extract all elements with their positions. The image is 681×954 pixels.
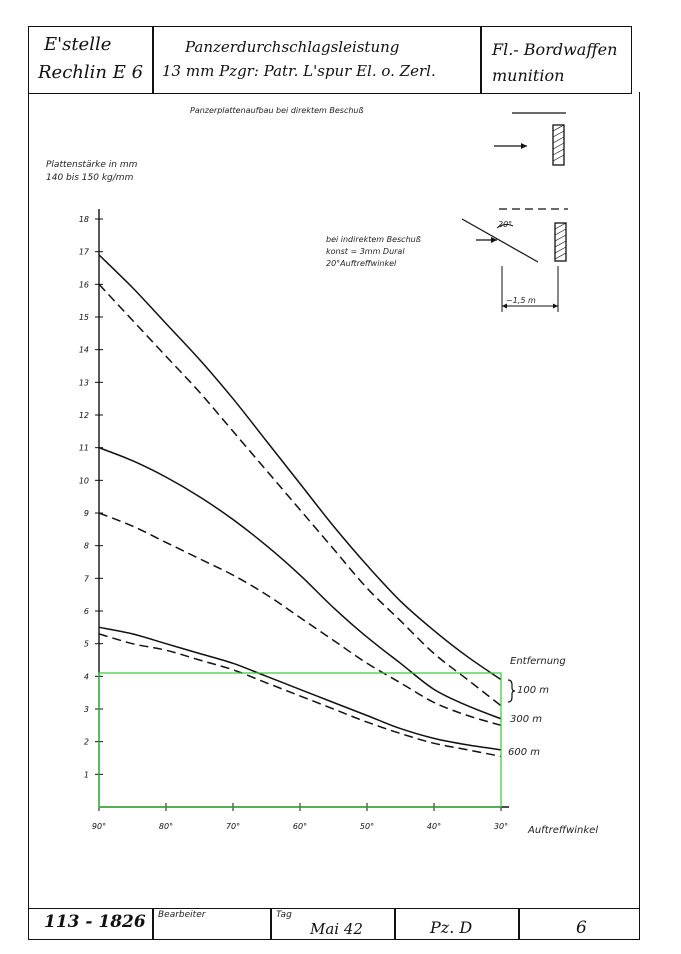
plate-hatch: [555, 229, 566, 235]
y-tick-label: 14: [78, 345, 89, 355]
indirect-line1: bei indirektem Beschuß: [326, 235, 421, 244]
y-tick-label: 8: [83, 541, 89, 551]
y-tick-label: 2: [83, 737, 89, 747]
legend-entry-300m: 300 m: [510, 714, 543, 725]
y-tick-label: 11: [78, 443, 89, 453]
plate-hatch: [553, 125, 564, 131]
legend-entry-600m: 600 m: [508, 747, 541, 758]
series-line-1: [99, 255, 501, 680]
editor-label: Bearbeiter: [158, 910, 206, 920]
plate-hatch: [553, 131, 564, 137]
legend-brace: [508, 680, 515, 702]
plate-hatch: [553, 155, 564, 161]
sheet-value: 6: [576, 918, 587, 938]
y-tick-label: 3: [83, 705, 89, 714]
type-line2: munition: [492, 66, 565, 85]
date-value: Mai 42: [310, 920, 363, 938]
day-label: Tag: [276, 910, 292, 920]
chart-axes: [99, 209, 509, 807]
y-tick-label: 1: [83, 770, 89, 780]
office-line1: E'stelle: [44, 34, 112, 55]
x-tick-label: 90°: [91, 822, 107, 831]
y-tick-label: 5: [83, 639, 89, 649]
y-axis-label-line2: 140 bis 150 kg/mm: [46, 173, 134, 183]
plate-hatch: [555, 241, 566, 247]
plate-hatch: [553, 149, 564, 155]
x-tick-label: 70°: [225, 822, 241, 831]
y-tick-label: 17: [78, 247, 89, 257]
indirect-line2: konst = 3mm Dural: [326, 247, 405, 256]
y-tick-label: 12: [78, 411, 89, 420]
title-line1: Panzerdurchschlagsleistung: [185, 38, 400, 56]
dim-arrow-right: [553, 304, 558, 309]
y-tick-label: 10: [78, 476, 89, 486]
office-line2: Rechlin E 6: [38, 62, 144, 83]
plate-hatch: [555, 247, 566, 253]
x-tick-label: 30°: [493, 822, 509, 831]
plate-hatch: [555, 253, 566, 259]
plate-hatch: [555, 223, 566, 229]
armor-setup-diagram: [462, 113, 568, 312]
chart-series-layer: [99, 255, 515, 757]
x-tick-label: 40°: [426, 822, 442, 831]
armor-plate-direct: [553, 125, 564, 165]
y-tick-label: 7: [83, 574, 89, 584]
series-line-6: [99, 634, 501, 757]
plate-hatch: [555, 235, 566, 241]
x-tick-label: 80°: [158, 822, 174, 831]
y-tick-label: 6: [83, 607, 89, 616]
y-tick-label: 13: [78, 378, 89, 388]
y-tick-label: 18: [78, 215, 89, 224]
plate-hatch: [553, 143, 564, 149]
legend-entry-100m: 100 m: [517, 685, 550, 696]
chart-ticks-layer: [79, 215, 508, 831]
plate-hatch: [553, 137, 564, 143]
y-tick-label: 15: [78, 313, 89, 322]
doc-number: 113 - 1826: [44, 912, 146, 932]
y-axis-label-line1: Plattenstärke in mm: [46, 160, 138, 170]
y-tick-label: 4: [83, 672, 89, 682]
angle-label: 20°: [498, 220, 513, 229]
distance-label: ~1,5 m: [506, 296, 536, 305]
x-tick-label: 50°: [359, 822, 375, 831]
series-line-5: [99, 627, 501, 750]
series-line-2: [99, 284, 501, 705]
legend-title: Entfernung: [510, 656, 566, 667]
x-tick-label: 60°: [292, 822, 308, 831]
x-axis-label: Auftreffwinkel: [528, 825, 599, 836]
y-tick-label: 9: [83, 509, 89, 518]
y-tick-label: 16: [78, 280, 89, 290]
indirect-line3: 20°Auftreffwinkel: [326, 259, 397, 268]
diagram-top-caption: Panzerplattenaufbau bei direktem Beschuß: [190, 106, 364, 115]
title-line2: 13 mm Pzgr: Patr. L'spur El. o. Zerl.: [162, 62, 436, 80]
arrow-head-direct: [521, 143, 527, 149]
type-line1: Fl.- Bordwaffen: [492, 40, 618, 59]
series-line-3: [99, 448, 501, 719]
pz-value: Pz. D: [430, 918, 473, 937]
